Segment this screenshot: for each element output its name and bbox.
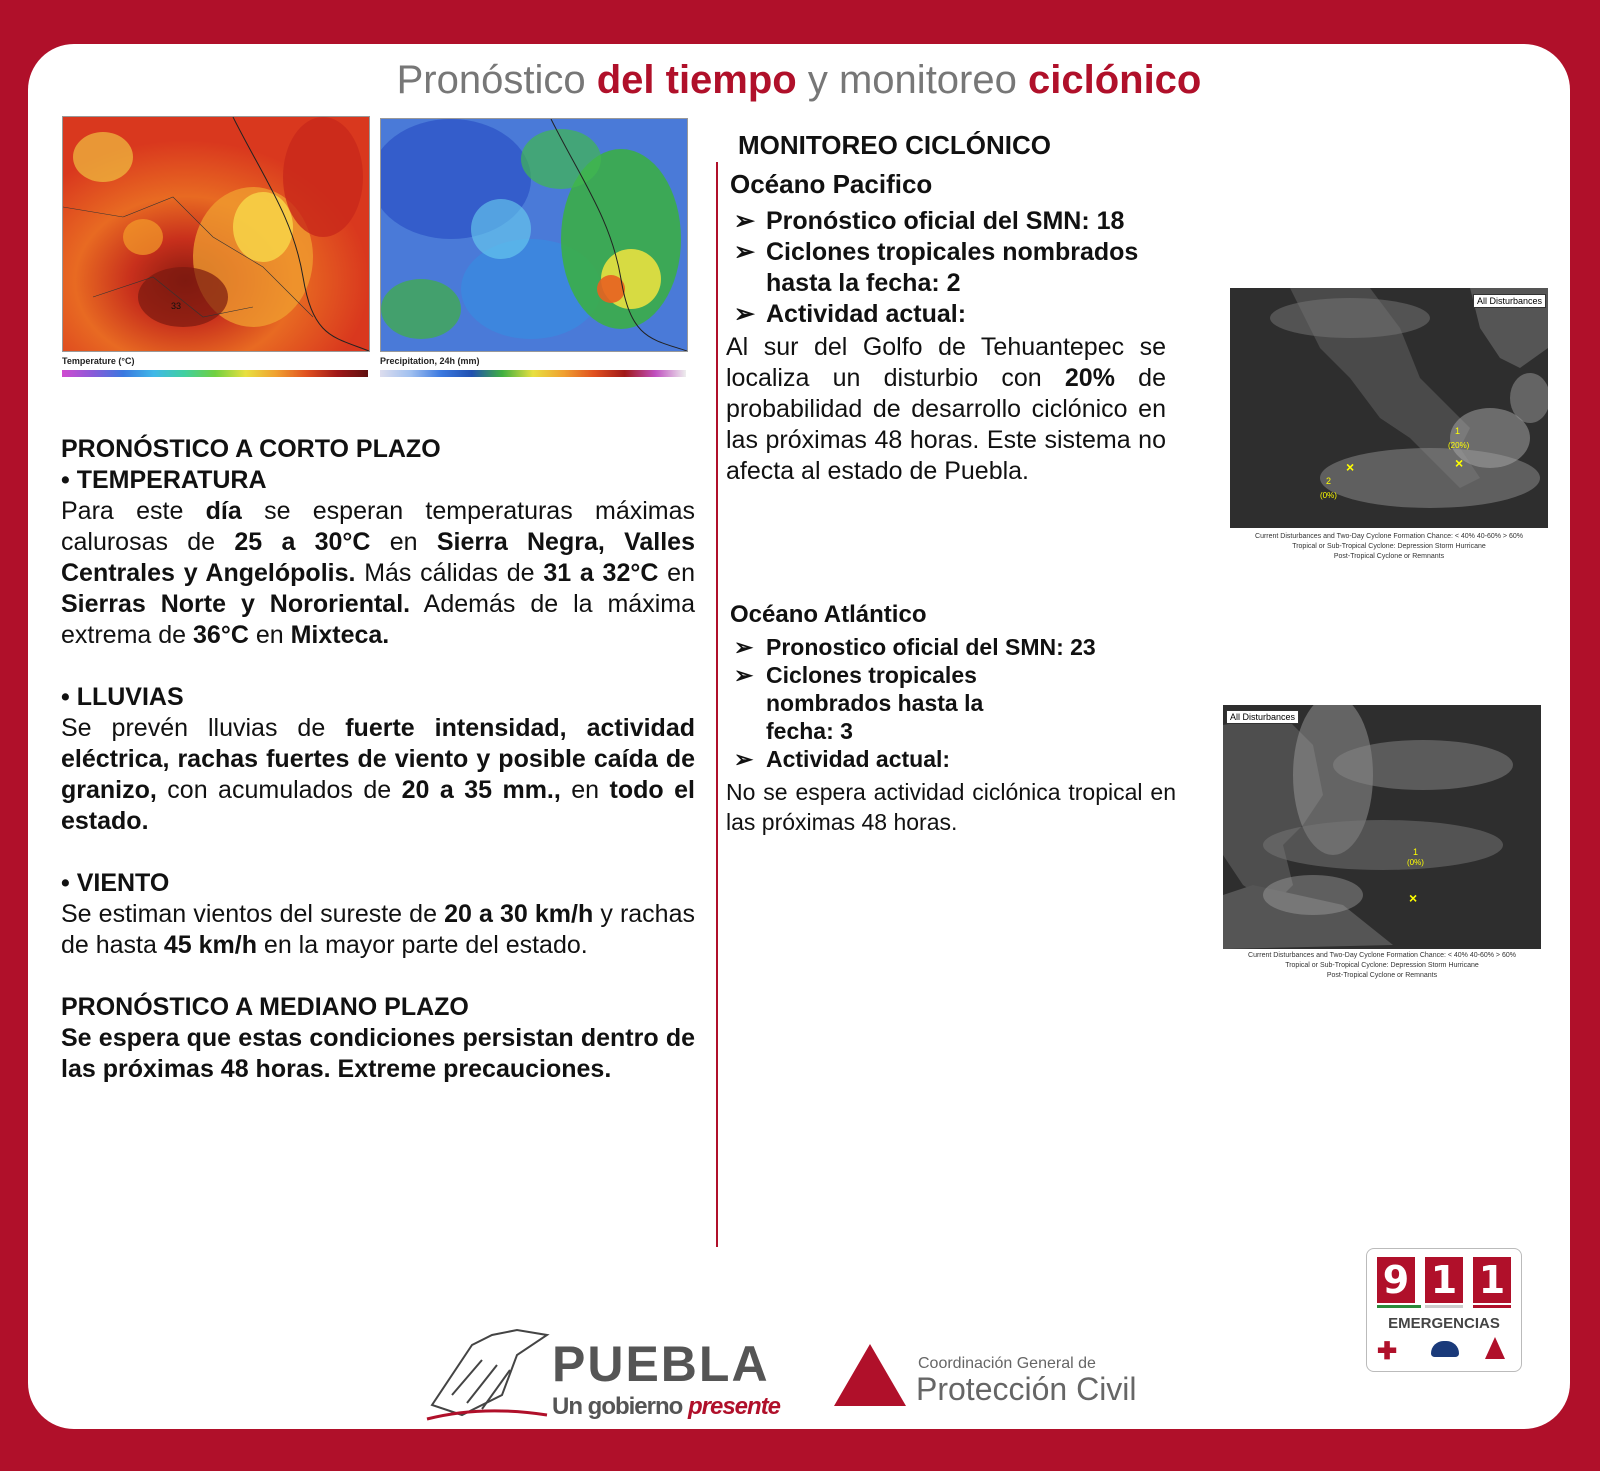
temperature-map: [62, 116, 370, 352]
pacific-item-2: [726, 237, 1186, 299]
temperature-legend: [62, 356, 368, 386]
pacific-caption-2: Tropical or Sub-Tropical Cyclone: Depression Storm Hurricane: [1292, 543, 1486, 550]
rain-heading: • LLUVIAS: [61, 683, 184, 711]
temperature-legend-label: Temperature (°C): [62, 356, 135, 366]
arrow-icon: ➢: [734, 662, 754, 688]
atlantic-sat-caption: [1217, 951, 1547, 981]
pacific-satellite-image: [1230, 288, 1548, 528]
fire-helmet-icon: [1485, 1337, 1505, 1359]
precipitation-map: [380, 118, 688, 352]
precipitation-legend-bar: [380, 370, 686, 377]
wind-text-3: en la mayor parte del estado.: [256, 931, 588, 959]
wind-text: [61, 899, 695, 961]
rain-text-1: Se prevén lluvias de: [61, 714, 346, 742]
title-part-2: del tiempo: [596, 58, 797, 102]
short-term-heading: PRONÓSTICO A CORTO PLAZO: [61, 435, 441, 463]
temp-bold-7: Mixteca.: [290, 621, 390, 649]
pacific-marker-1: 1: [1455, 426, 1461, 436]
temp-bold-1: día: [205, 497, 242, 525]
temp-text-1: Para este: [61, 497, 206, 525]
atlantic-section: [726, 601, 1176, 837]
pacific-item-2-text: Ciclones tropicales nombrados hasta la fecha: 2: [766, 238, 1139, 297]
rain-text: [61, 713, 695, 837]
atlantic-item-1-text: Pronostico oficial del SMN: 23: [766, 634, 1096, 660]
title-part-4: ciclónico: [1027, 58, 1202, 102]
cyclone-section: [726, 130, 1186, 487]
puebla-logo-text: PUEBLA: [552, 1336, 770, 1392]
rain-text-3: en: [560, 776, 610, 804]
puebla-emblem-icon: [422, 1325, 552, 1421]
atlantic-item-3-text: Actividad actual:: [766, 746, 951, 772]
mid-term-text: Se espera que estas condiciones persistan dentro de las próximas 48 horas. Extreme precauciones.: [61, 1024, 695, 1083]
rain-bold-3: todo el estado.: [61, 776, 695, 835]
badge-label: EMERGENCIAS: [1388, 1315, 1500, 1332]
atlantic-item-1: [726, 633, 1176, 661]
wind-bold-1: 20 a 30 km/h: [444, 900, 594, 928]
pc-line-2: Protección Civil: [916, 1371, 1137, 1407]
title-part-3: y monitoreo: [807, 58, 1017, 102]
mid-term-heading: PRONÓSTICO A MEDIANO PLAZO: [61, 993, 469, 1021]
temperature-legend-bar: [62, 370, 368, 377]
atlantic-caption-1: Current Disturbances and Two-Day Cyclone Formation Chance: < 40% 40-60% > 60%: [1248, 952, 1516, 959]
badge-digit-1: 9: [1377, 1257, 1415, 1303]
pacific-text-2: de probabilidad de desarrollo ciclónico en las próximas 48 horas. Este sistema no afecta al estado de Puebla.: [726, 364, 1166, 485]
pacific-heading: Océano Pacifico: [730, 169, 933, 199]
pacific-marker-2: 2: [1326, 476, 1332, 486]
temp-text-5: en: [658, 559, 695, 587]
arrow-icon: ➢: [734, 207, 755, 235]
temp-text-3: en: [370, 528, 437, 556]
pacific-caption-3: Post-Tropical Cyclone or Remnants: [1333, 553, 1445, 560]
temp-text-7: en: [248, 621, 291, 649]
page-title: [28, 58, 1570, 103]
temp-bold-6: 36°C: [193, 621, 249, 649]
temp-text-2: se esperan temperaturas máximas calurosas de: [61, 497, 696, 556]
pacific-item-3: [726, 299, 1186, 330]
atlantic-x-marker: ×: [1409, 890, 1418, 906]
wind-bold-2: 45 km/h: [163, 931, 257, 959]
atlantic-activity-text: No se espera actividad ciclónica tropical en las próximas 48 horas.: [726, 779, 1176, 835]
pacific-x-marker-2: ×: [1346, 459, 1355, 475]
atlantic-caption-2: Tropical or Sub-Tropical Cyclone: Depression Storm Hurricane: [1285, 962, 1479, 969]
footer: [360, 1299, 1260, 1429]
pacific-sat-tag: All Disturbances: [1473, 294, 1546, 308]
temp-bold-5: Sierras Norte y Nororiental.: [61, 590, 411, 618]
atlantic-item-2: [726, 661, 1016, 745]
atlantic-heading: Océano Atlántico: [730, 601, 927, 628]
temperature-text: [61, 496, 695, 651]
badge-digit-3: 1: [1473, 1257, 1511, 1303]
precipitation-legend: [380, 356, 686, 386]
arrow-icon: ➢: [734, 634, 754, 660]
rain-text-2: con acumulados de: [156, 776, 402, 804]
wind-text-1: Se estiman vientos del sureste de: [61, 900, 445, 928]
proteccion-civil-triangle-icon: [834, 1344, 906, 1406]
arrow-icon: ➢: [734, 238, 755, 266]
pacific-activity-text: [726, 332, 1166, 487]
pacific-marker-1-pct: (20%): [1448, 441, 1470, 450]
badge-digit-2: 1: [1425, 1257, 1463, 1303]
emergency-911-badge: [1366, 1248, 1522, 1372]
slogan-part-2: presente: [687, 1393, 781, 1420]
pacific-x-marker-1: ×: [1455, 455, 1464, 471]
police-cap-icon: [1431, 1341, 1459, 1357]
puebla-slogan: [552, 1393, 780, 1421]
pacific-bold-1: 20%: [1064, 364, 1115, 392]
temperature-hottest-label: 33: [171, 301, 182, 311]
pc-line-1: Coordinación General de: [918, 1355, 1096, 1372]
pacific-text-1: Al sur del Golfo de Tehuantepec se localiza un disturbio con: [726, 333, 1166, 392]
pacific-item-3-text: Actividad actual:: [766, 300, 967, 328]
arrow-icon: ➢: [734, 746, 754, 772]
slogan-part-1: Un gobierno: [552, 1393, 688, 1420]
rain-bold-2: 20 a 35 mm.,: [401, 776, 561, 804]
cyclone-heading: MONITOREO CICLÓNICO: [738, 130, 1051, 160]
pacific-caption-1: Current Disturbances and Two-Day Cyclone Formation Chance: < 40% 40-60% > 60%: [1255, 533, 1523, 540]
wind-text-2: y rachas de hasta: [61, 900, 695, 959]
content-card: [28, 44, 1570, 1429]
atlantic-marker-1: 1: [1413, 847, 1419, 857]
wind-heading: • VIENTO: [61, 869, 170, 897]
atlantic-item-3: [726, 745, 1176, 773]
column-divider: [716, 162, 718, 1247]
atlantic-satellite-image: [1223, 705, 1541, 949]
pacific-marker-2-pct: (0%): [1320, 491, 1337, 500]
pacific-sat-caption: [1224, 532, 1554, 562]
atlantic-marker-1-pct: (0%): [1407, 858, 1424, 867]
temp-bold-4: 31 a 32°C: [543, 559, 659, 587]
pacific-item-1-text: Pronóstico oficial del SMN: 18: [766, 207, 1125, 235]
temp-text-6: Además de la máxima extrema de: [61, 590, 695, 649]
atlantic-sat-tag: All Disturbances: [1226, 710, 1299, 724]
arrow-icon: ➢: [734, 300, 755, 328]
short-term-section: [61, 434, 695, 1085]
atlantic-item-2-text: Ciclones tropicales nombrados hasta la fecha: 3: [766, 662, 984, 744]
title-part-1: Pronóstico: [396, 58, 586, 102]
temp-bold-3: Sierra Negra, Valles Centrales y Angelópolis.: [61, 528, 695, 587]
temp-text-4: Más cálidas de: [355, 559, 544, 587]
temperature-heading: • TEMPERATURA: [61, 466, 267, 494]
temp-bold-2: 25 a 30°C: [234, 528, 371, 556]
pacific-item-1: [726, 206, 1186, 237]
precipitation-legend-label: Precipitation, 24h (mm): [380, 356, 480, 366]
red-cross-icon: ✚: [1377, 1338, 1398, 1365]
atlantic-caption-3: Post-Tropical Cyclone or Remnants: [1326, 972, 1438, 979]
rain-bold-1: fuerte intensidad, actividad eléctrica, rachas fuertes de viento y posible caída de granizo,: [61, 714, 695, 804]
